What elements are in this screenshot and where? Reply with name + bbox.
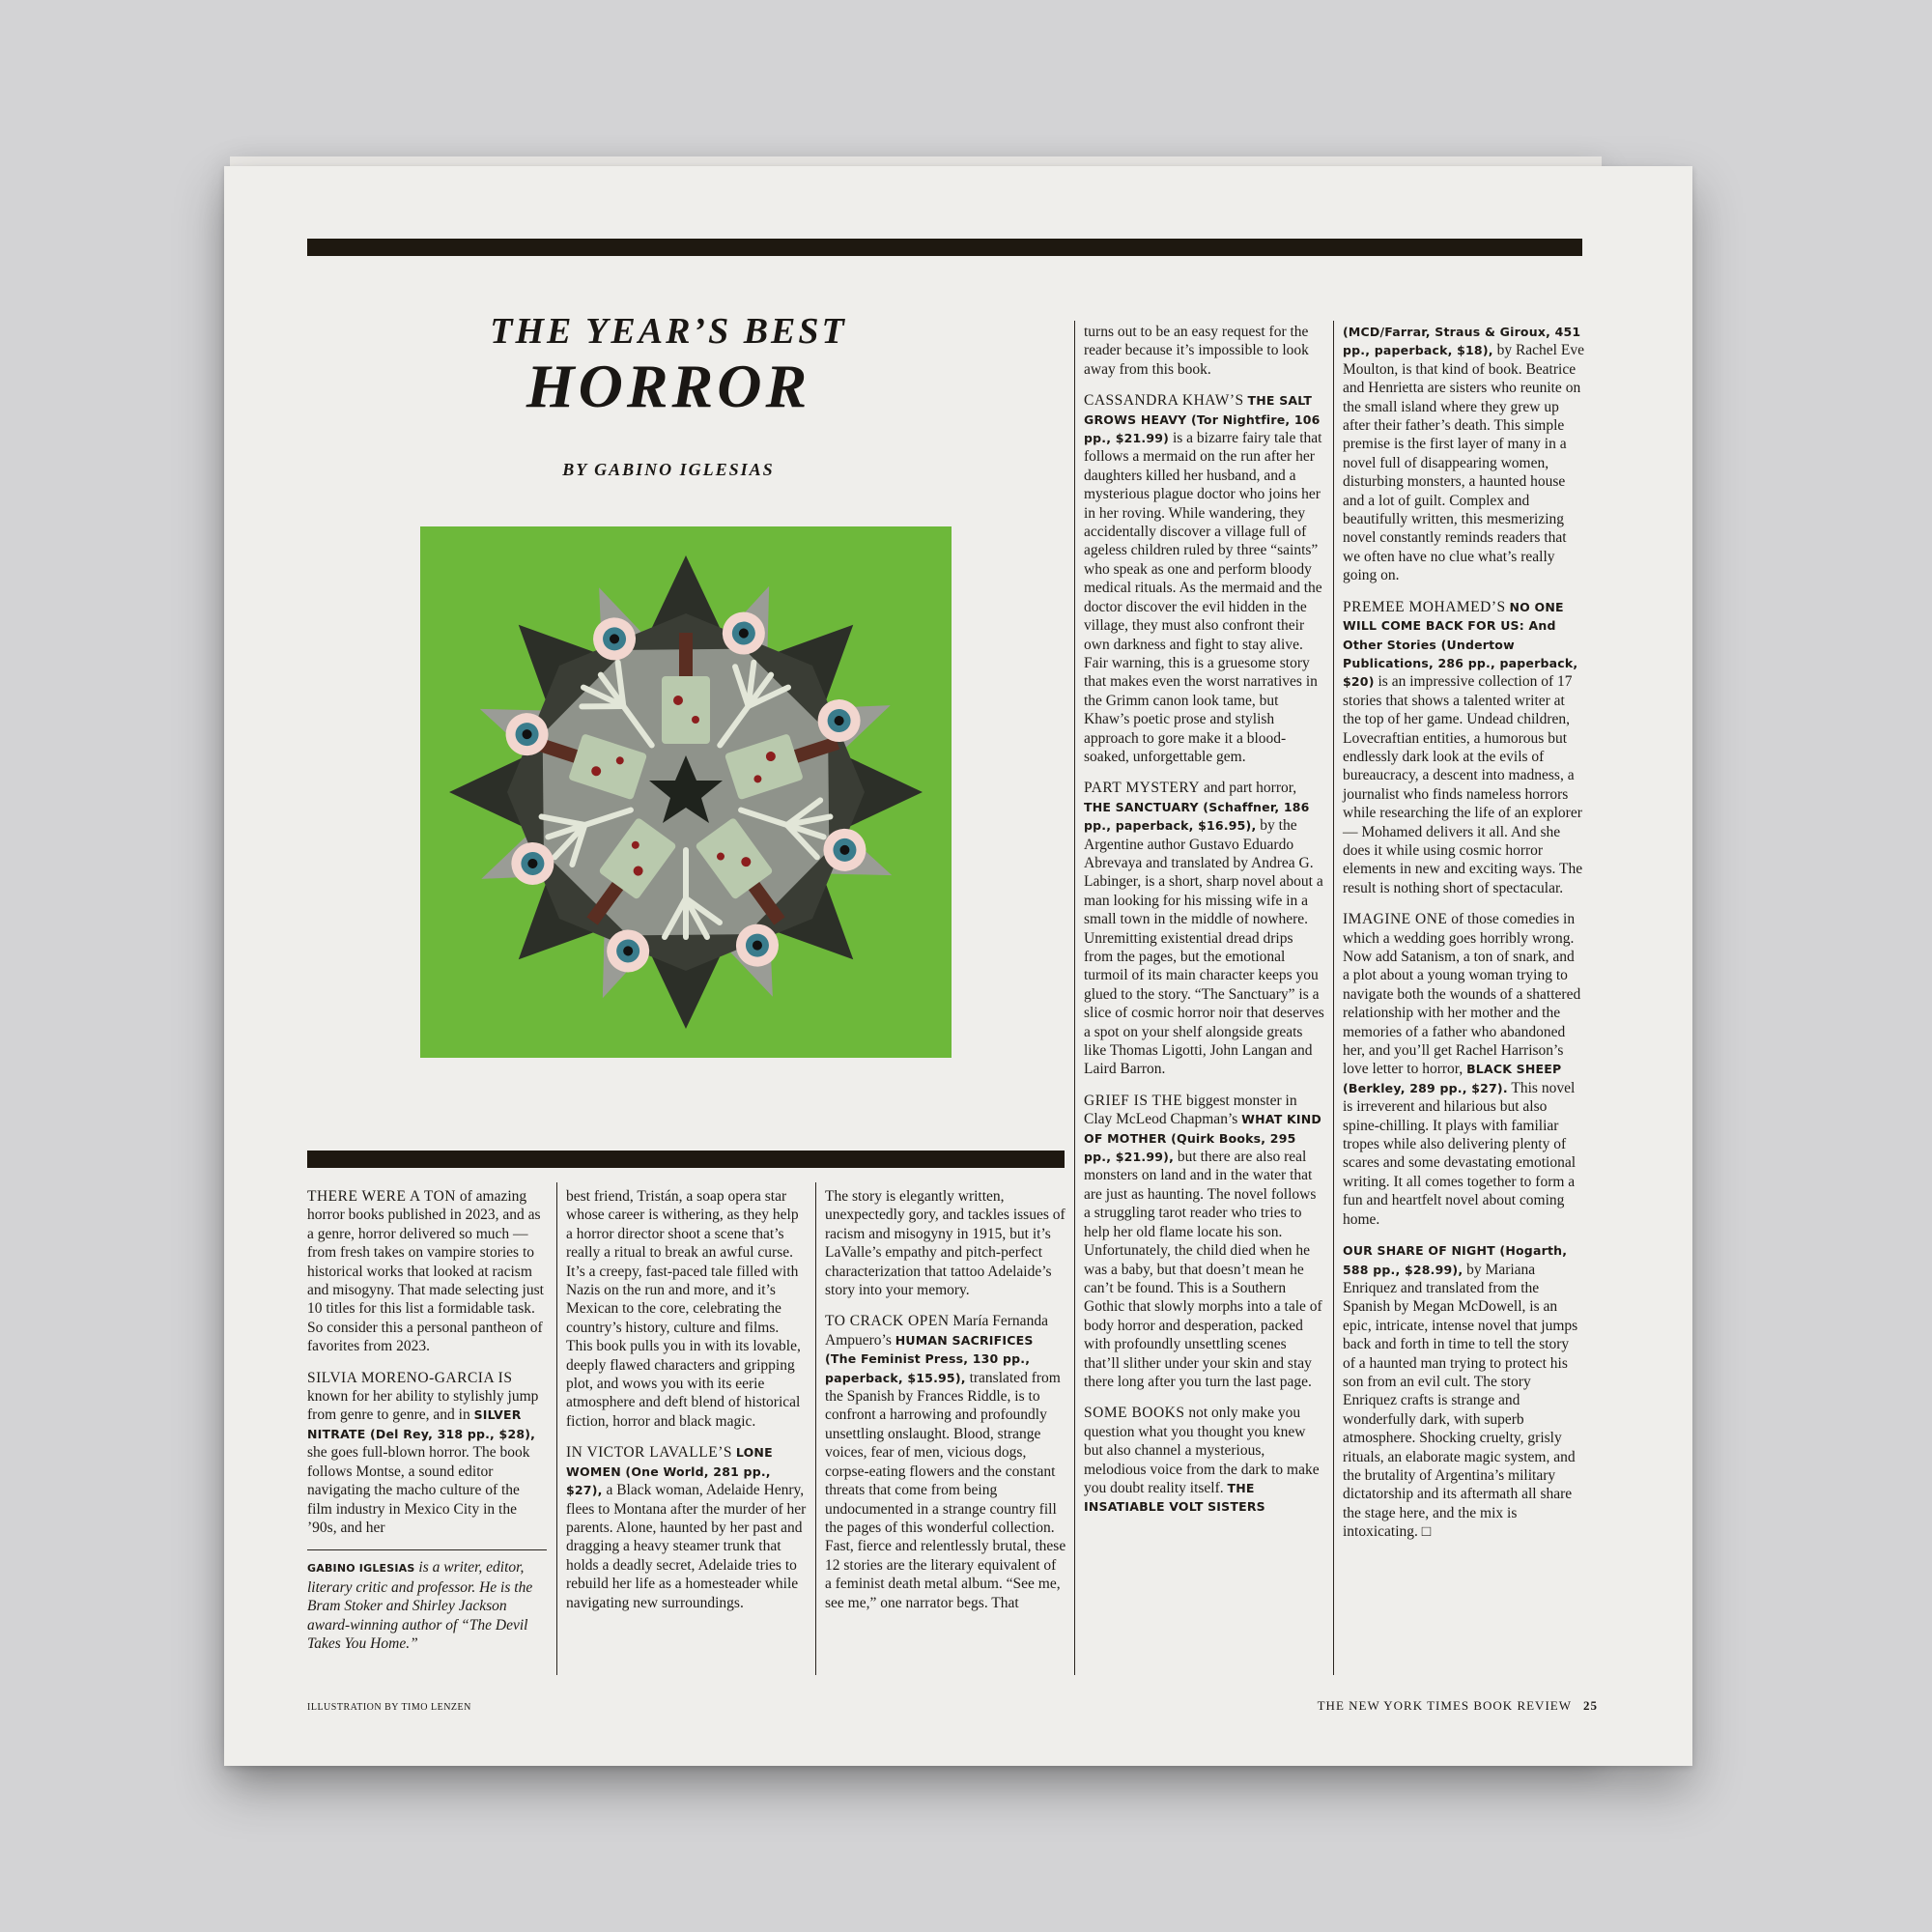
article-column-2 [566, 1187, 808, 1625]
author-bio [307, 1549, 547, 1653]
book-citation: BLACK SHEEP (Berkley, 289 pp., $27). [1343, 1062, 1562, 1095]
paragraph-text: and part horror, [1203, 780, 1297, 797]
book-citation: HUMAN SACRIFICES (The Feminist Press, 130 pp., paperback, $15.95), [825, 1332, 1034, 1385]
magazine-page [224, 166, 1692, 1766]
lead-in: IMAGINE ONE [1343, 911, 1448, 928]
what-kind-of-mother-paragraph [1084, 1092, 1325, 1392]
human-sacrifices-paragraph [825, 1312, 1066, 1612]
black-sheep-paragraph [1343, 910, 1584, 1229]
headline-block [311, 311, 1026, 480]
paragraph-text: but there are also real monsters on land and in the water that are just as haunting. The novel follows a struggling tarot reader who tries to help her old flame locate his son. Unfortunately, the child died when he was a baby, but that doesn’t mean he can’t be found. This is a Southern Gothic that slowly morphs into a tale of body horror and desperation, packed with profoundly unsettling scenes that’ll slither under your skin and stay there long after you turn the last page. [1084, 1149, 1322, 1390]
paragraph-text: by Mariana Enriquez and translated from the Spanish by Megan McDowell, is an epic, intricate, intense novel that jumps back and forth in time to tell the story of a haunted man trying to protect his son from an evil cult. The story Enriquez crafts is strange and wonderfully dark, with superb atmosphere. Shocking cruelty, grisly rituals, an elaborate magic system, and the brutality of Argentina’s military dictatorship and its aftermath all share the stage here, and the mix is intoxicating. □ [1343, 1261, 1578, 1541]
paragraph-text: of those comedies in which a wedding goes horribly wrong. Now add Satanism, a ton of snark, and a plot about a young woman trying to navigate both the wounds of a shattered relationship with her mother and the memories of a father who abandoned her, and you’ll get Rachel Harrison’s love letter to horror, [1343, 911, 1581, 1078]
book-citation: THE INSATIABLE VOLT SISTERS [1084, 1480, 1265, 1515]
page-footer [1318, 1698, 1598, 1714]
our-share-of-night-paragraph [1343, 1241, 1584, 1542]
column-rule [1074, 321, 1075, 1675]
book-citation: OUR SHARE OF NIGHT (Hogarth, 588 pp., $28.99), [1343, 1243, 1568, 1277]
book-citation: LONE WOMEN (One World, 281 pp., $27), [566, 1445, 773, 1498]
kaleidoscope-horror-illustration [420, 526, 952, 1058]
bio-name: GABINO IGLESIAS [307, 1562, 415, 1576]
paragraph-text: biggest monster in Clay McLeod Chapman’s [1084, 1092, 1297, 1128]
paragraph-text: by Rachel Eve Moulton, is that kind of book. Beatrice and Henrietta are sisters who reunite on the small island where they grew up after their father’s death. This simple premise is the first layer of many in a novel full of disappearing women, disturbing monsters, a haunted house and a lot of guilt. Complex and beautifully written, this mesmerizing novel constantly reminds readers that we often have no clue what’s really going on. [1343, 342, 1584, 584]
publication-name: THE NEW YORK TIMES BOOK REVIEW [1317, 1698, 1572, 1713]
paragraph-text: This novel is irreverent and hilarious but also spine-chilling. It plays with familiar tropes while also delivering plenty of scares and some devastating emotional writing. It all comes together to form a fun and heartfelt novel about coming home. [1343, 1079, 1577, 1228]
mid-rule-bar [307, 1151, 1065, 1168]
book-citation: SILVER NITRATE (Del Rey, 318 pp., $28), [307, 1407, 536, 1441]
paragraph-text: of amazing horror books published in 2023, and as a genre, horror delivered so much — from fresh takes on vampire stories to historical works that looked at racism and misogyny. That made selecting just 10 titles for this list a formidable task. So consider this a personal pantheon of favorites from 2023. [307, 1188, 544, 1355]
lead-in: TO CRACK OPEN [825, 1313, 950, 1330]
top-rule-bar [307, 239, 1582, 256]
volt-sisters-continued [1343, 323, 1584, 585]
article-column-1 [307, 1187, 547, 1665]
sanctuary-paragraph [1084, 779, 1325, 1079]
headline-kicker: THE YEAR’S BEST [490, 311, 847, 352]
column-rule [815, 1182, 816, 1675]
article-column-3 [825, 1187, 1066, 1625]
page-number: 25 [1583, 1698, 1598, 1713]
lead-in: CASSANDRA KHAW’S [1084, 392, 1244, 410]
paragraph-text: turns out to be an easy request for the reader because it’s impossible to look away from this book. [1084, 324, 1309, 378]
paragraph [825, 1187, 1066, 1299]
article-column-5 [1343, 323, 1584, 1554]
lead-in: SOME BOOKS [1084, 1405, 1185, 1422]
paragraph-text: she goes full-blown horror. The book follows Montse, a sound editor navigating the macho culture of the film industry in Mexico City in the ’90s, and her [307, 1444, 530, 1536]
book-citation: THE SANCTUARY (Schaffner, 186 pp., paperback, $16.95), [1084, 799, 1310, 834]
lone-women-paragraph [566, 1443, 808, 1612]
silver-nitrate-paragraph [307, 1369, 547, 1538]
paragraph [1084, 323, 1325, 379]
paragraph-text: known for her ability to stylishly jump from genre to genre, and in [307, 1388, 539, 1424]
lead-in: THERE WERE A TON [307, 1188, 456, 1205]
headline-title: HORROR [526, 352, 811, 420]
column-rule [556, 1182, 557, 1675]
byline: BY GABINO IGLESIAS [562, 460, 775, 479]
column-rule [1333, 321, 1334, 1675]
lead-in: GRIEF IS THE [1084, 1092, 1183, 1109]
paragraph-text: is a bizarre fairy tale that follows a mermaid on the run after her daughters killed her husband, and a mysterious plague doctor who joins her in her roving. While wandering, they accidentally discover a village full of ageless children ruled by three “saints” who speak as one and perform bloody medical rituals. As the mermaid and the doctor discover the evil hidden in the village, they must also confront their own darkness and fight to stay alive. Fair warning, this is a gruesome story that makes even the worst narratives in the Grimm canon look tame, but Khaw’s poetic prose and stylish approach to gore make it a blood-soaked, unforgettable gem. [1084, 430, 1322, 765]
paragraph-text: not only make you question what you thought you knew but also channel a mysterious, melodious voice from the dark to make you doubt reality itself. [1084, 1405, 1320, 1496]
bio-text: is a writer, editor, literary critic and professor. He is the Bram Stoker and Shirley Jackson award-winning author of “The Devil Takes You Home.” [307, 1559, 533, 1652]
intro-paragraph [307, 1187, 547, 1356]
volt-sisters-paragraph [1084, 1404, 1325, 1516]
article-column-4 [1084, 323, 1325, 1529]
no-one-will-come-back-paragraph [1343, 598, 1584, 898]
book-citation: (MCD/Farrar, Straus & Giroux, 451 pp., paperback, $18), [1343, 325, 1581, 358]
lead-in: SILVIA MORENO-GARCIA IS [307, 1369, 513, 1386]
illustration-credit: ILLUSTRATION BY TIMO LENZEN [307, 1702, 471, 1713]
salt-grows-heavy-paragraph [1084, 391, 1325, 766]
lead-in: IN VICTOR LAVALLE’S [566, 1444, 732, 1462]
book-citation: WHAT KIND OF MOTHER (Quirk Books, 295 pp., $21.99), [1084, 1112, 1321, 1165]
paragraph-text: by the Argentine author Gustavo Eduardo Abrevaya and translated by Andrea G. Labinger, is a short, sharp novel about a man looking for his missing wife in a small town in the middle of nowhere. Unremitting existential dread drips from the pages, but the emotional turmoil of its main character keeps you glued to the story. “The Sanctuary” is a slice of cosmic horror noir that deserves a spot on your shelf alongside greats like Thomas Ligotti, John Langan and Laird Barron. [1084, 817, 1324, 1078]
paragraph-text: best friend, Tristán, a soap opera star whose career is withering, as they help a horror director shoot a scene that’s really a ritual to break an awful curse. It’s a creepy, fast-paced tale filled with Nazis on the run and more, and it’s Mexican to the core, celebrating the country’s history, culture and films. This book pulls you in with its lovable, deeply flawed characters and gripping plot, and wows you with its eerie atmosphere and deft blend of historical fiction, horror and black magic. [566, 1188, 801, 1430]
paragraph-text: The story is elegantly written, unexpectedly gory, and tackles issues of racism and misogyny in 1915, but it’s LaValle’s empathy and pitch-perfect characterization that tattoo Adelaide’s story into your memory. [825, 1188, 1065, 1299]
lead-in: PART MYSTERY [1084, 780, 1201, 797]
illustration-svg [420, 526, 952, 1058]
paragraph [566, 1187, 808, 1431]
book-citation: THE SALT GROWS HEAVY (Tor Nightfire, 106 pp., $21.99) [1084, 393, 1321, 446]
paragraph-text: translated from the Spanish by Frances Riddle, is to confront a harrowing and profoundly unsettling onslaught. Blood, strange voices, fear of men, vicious dogs, corpse-eating flowers and the constant threats that come from being undocumented in a strange country fill the pages of this wonderful collection. Fast, fierce and relentlessly brutal, these 12 stories are the literary equivalent of a feminist death metal album. “See me, see me,” one narrator begs. That [825, 1369, 1066, 1611]
paragraph-text: a Black woman, Adelaide Henry, flees to Montana after the murder of her parents. Alone, haunted by her past and dragging a heavy steamer trunk that holds a deadly secret, Adelaide tries to rebuild her life as a homesteader while navigating new surroundings. [566, 1482, 807, 1611]
book-citation: NO ONE WILL COME BACK FOR US: And Other Stories (Undertow Publications, 286 pp., paperback, $20) [1343, 599, 1578, 690]
lead-in: PREMEE MOHAMED’S [1343, 598, 1506, 615]
paragraph-text: is an impressive collection of 17 stories that shows a talented writer at the top of her game. Undead children, Lovecraftian entities, a humorous but endlessly dark look at the evils of bureaucracy, a descent into madness, a journalist who finds nameless horrors while researching the life of an explorer — Mohamed delivers it all. And she does it while using cosmic horror elements in new and exciting ways. The result is nothing short of spectacular. [1343, 673, 1583, 896]
paragraph-text: María Fernanda Ampuero’s [825, 1313, 1048, 1349]
